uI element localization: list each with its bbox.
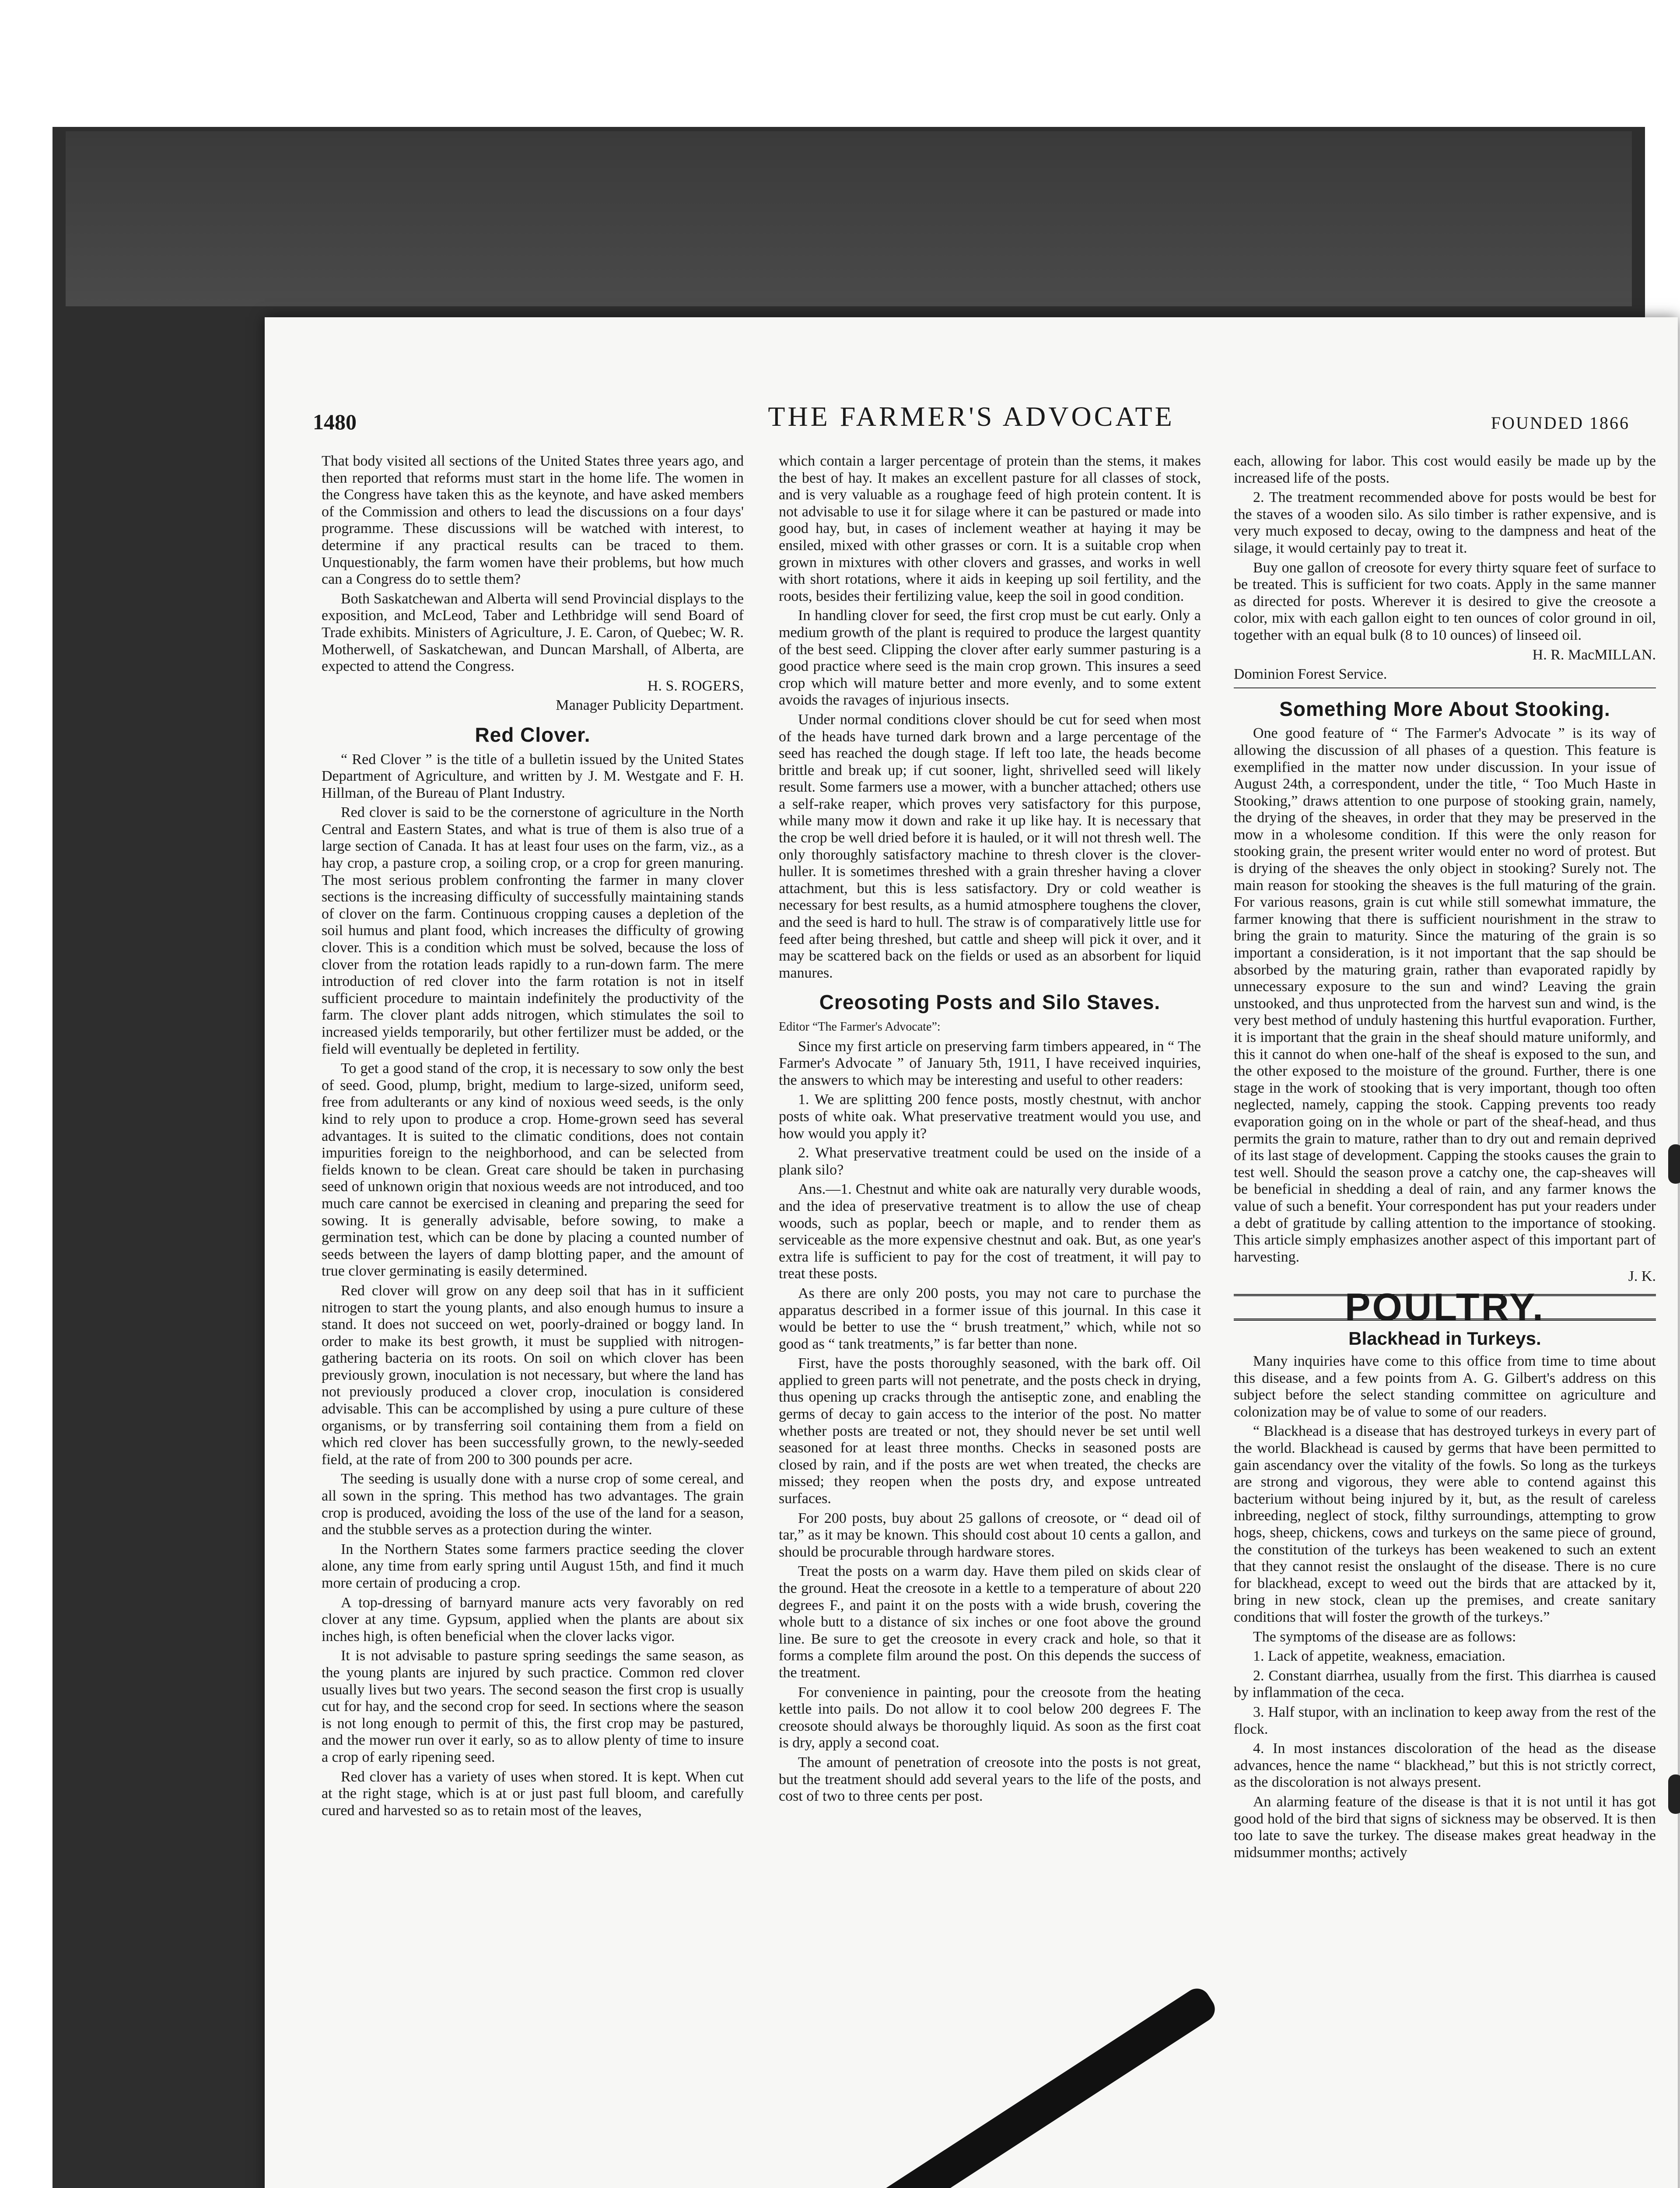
paragraph: Since my first article on preserving farm timbers appeared, in “ The Farmer's Advocate ” of January 5th, 1911, I have received inquiries, the answers to which may be interesting and useful to other readers: xyxy=(779,1038,1201,1088)
paragraph: Many inquiries have come to this office from time to time about this disease, and a few points from A. G. Gilbert's address on this subject before the select standing committee on agriculture and colonization may be of value to some of our readers. xyxy=(1234,1353,1656,1420)
paragraph: In handling clover for seed, the first crop must be cut early. Only a medium growth of the plant is required to produce the largest quantity of the best seed. Clipping the clover after early summer pasturing is a good practice where seed is the main crop grown. This insures a seed crop which will mature better and more evenly, and to some extent avoids the ravages of injurious insects. xyxy=(779,607,1201,708)
paragraph: The symptoms of the disease are as follows: xyxy=(1253,1628,1516,1645)
list-item: 1. Lack of appetite, weakness, emaciation. xyxy=(1253,1648,1505,1665)
paragraph: Treat the posts on a warm day. Have them piled on skids clear of the ground. Heat the creosote in a kettle to a temperature of about 220 degrees F., and paint it on the posts with a wide brush, covering the whole butt to a distance of six inches or one foot above the ground line. Be sure to get the creosote in every crack and hole, so that it forms a complete film around the post. On this depends the success of the treatment. xyxy=(779,1563,1201,1681)
paragraph: A top-dressing of barnyard manure acts very favorably on red clover at any time. Gypsum, applied when the plants are about six inches high, is often beneficial when the clover lacks vigor. xyxy=(322,1594,744,1645)
signature-title: Dominion Forest Service. xyxy=(1234,666,1387,683)
paragraph: Red clover is said to be the cornerstone of agriculture in the North Central and Eastern States, and what is true of them is also true of a large section of Canada. It has at least four uses on the farm, viz., as a hay crop, a pasture crop, a soiling crop, or a crop for green manuring. The most serious problem confronting the farmer in many clover sections is the increasing difficulty of successfully maintaining stands of clover on the farm. Continuous cropping causes a depletion of the soil humus and plant food, which increases the difficulty of growing clover. This is a condition which must be solved, because the loss of clover from the rotation leads rapidly to a run-down farm. The mere introduction of red clover into the farm rotation is not in itself sufficient procedure to maintain indefinitely the productivity of the farm. The clover plant adds nitrogen, which stimulates the soil to increased yields temporarily, but other fertilizer must be added, or the field will eventually be depleted in fertility. xyxy=(322,804,744,1057)
column-2 xyxy=(779,453,1201,2188)
column-3 xyxy=(1234,453,1656,2188)
signature-title: Manager Publicity Department. xyxy=(556,697,744,714)
paragraph: which contain a larger percentage of protein than the stems, it makes the best of hay. It makes an excellent pasture for all classes of stock, and is very valuable as a roughage feed of high protein content. It is not advisable to use it for silage where it can be pastured or made into good hay, but, in cases of inclement weather at haying it may be ensiled, mixed with other grasses or corn. It is a suitable crop when grown in mixtures with other clovers and grasses, and works in well with short rotations, where it aids in keeping up soil fertility, and the roots, besides their fertilizing value, keep the soil in good condition. xyxy=(779,453,1201,604)
editor-salutation: Editor “The Farmer's Advocate”: xyxy=(779,1020,941,1034)
paragraph: As there are only 200 posts, you may not care to purchase the apparatus described in a former issue of this journal. In this case it would be better to use the “ brush treatment,” which, while not so good as “ tank treatments,” is far better than none. xyxy=(779,1285,1201,1352)
signature-name: H. S. ROGERS, xyxy=(647,677,744,694)
article-heading-creosoting: Creosoting Posts and Silo Staves. xyxy=(819,991,1161,1014)
signature-initials: J. K. xyxy=(1628,1268,1656,1285)
paragraph: First, have the posts thoroughly seasoned, with the bark off. Oil applied to green parts will not penetrate, and the posts check in drying, thus opening up cracks through the antiseptic zone, and enabling the germs of decay to gain access to the interior of the post. No matter whether posts are treated or not, they should never be set until well seasoned for at least three months. Checks in seasoned posts are closed by rain, and if the posts are wet when treated, the checks are missed; they reopen when the posts dry, and expose untreated surfaces. xyxy=(779,1355,1201,1507)
founded-line: FOUNDED 1866 xyxy=(1491,413,1630,433)
paragraph: each, allowing for labor. This cost would easily be made up by the increased life of the posts. xyxy=(1234,453,1656,486)
paragraph: The amount of penetration of creosote into the posts is not great, but the treatment should add several years to the life of the posts, and cost of two to three cents per post. xyxy=(779,1754,1201,1805)
paragraph: For 200 posts, buy about 25 gallons of creosote, or “ dead oil of tar,” as it may be known. This should cost about 10 cents a gallon, and should be procurable through hardware stores. xyxy=(779,1510,1201,1560)
article-heading-blackhead: Blackhead in Turkeys. xyxy=(1348,1328,1541,1349)
paragraph: Ans.—1. Chestnut and white oak are naturally very durable woods, and the idea of preservative treatment is to allow the use of cheap woods, such as poplar, beech or maple, and to render them as serviceable as the more expensive chestnut and oak. But, as one year's extra life is sufficient to pay for the cost of treatment, it will pay to treat these posts. xyxy=(779,1181,1201,1282)
paragraph: One good feature of “ The Farmer's Advocate ” is its way of allowing the discussion of all phases of a question. This feature is exemplified in the matter now under discussion. In your issue of August 24th, a correspondent, under the title, “ Too Much Haste in Stooking,” draws attention to one purpose of stooking grain, namely, the drying of the sheaves, in order that they may be preserved in the mow in a wholesome condition. If this were the only reason for stooking grain, the present writer would enter no word of protest. But is drying of the sheaves the only object in stooking? Surely not. The main reason for stooking the sheaves is the full maturing of the grain. For various reasons, grain is cut while still somewhat immature, the farmer knowing that there is sufficient nourishment in the straw to bring the grain to maturity. Since the maturing of the grain is so important a consideration, is it not important that the sap should be absorbed by the maturing grain, rather than evaporated rapidly by unnecessary exposure to the sun and wind? Leaving the grain unstooked, and thus unprotected from the harvest sun and wind, is the very best method of unduly hastening this hurtful evaporation. Further, it is important that the grain in the sheaf should mature uniformly, and this it cannot do when one-half of the sheaf is exposed to the sun, and the other exposed to the moisture of the ground. Further, there is one stage in the work of stooking that is very important, though too often neglected, namely, capping the stook. Capping prevents too ready evaporation going on in the whole or part of the sheaf-head, and thus permits the grain to mature, rather than to dry out and remain deprived of its last stage of development. Capping the stooks causes the grain to test well. Should the season prove a catchy one, the cap-sheaves will be beneficial in shedding a deal of rain, and any farmer knows the value of such a benefit. Your correspondent has put your readers under a debt of gratitude by calling attention to the importance of stooking. This article simply emphasizes another aspect of this important part of harvesting. xyxy=(1234,725,1656,1265)
scanner-top-band xyxy=(66,131,1632,306)
paragraph: “ Red Clover ” is the title of a bulletin issued by the United States Department of Agriculture, and written by J. M. Westgate and F. H. Hillman, of the Bureau of Plant Industry. xyxy=(322,751,744,801)
binder-hole-mark xyxy=(1668,1144,1680,1184)
page-number: 1480 xyxy=(313,410,357,434)
paragraph: An alarming feature of the disease is that it is not until it has got good hold of the bird that signs of sickness may be observed. It is then too late to save the turkey. The disease makes great headway in the midsummer months; actively xyxy=(1234,1793,1656,1861)
newspaper-page xyxy=(265,317,1678,2188)
binder-hole-mark xyxy=(1668,1774,1680,1814)
list-item: 3. Half stupor, with an inclination to keep away from the rest of the flock. xyxy=(1234,1704,1656,1737)
section-divider xyxy=(1234,687,1656,688)
paragraph: That body visited all sections of the United States three years ago, and then reported that reforms must start in the home life. The women in the Congress have taken this as the keynote, and have asked members of the Commission and others to lead the discussions on a four days' programme. These discussions will be watched with interest, to determine if any practical results can be traced to them. Unquestionably, the farm women have their problems, but how much can a Congress do to settle them? xyxy=(322,453,744,588)
paragraph: Red clover will grow on any deep soil that has in it sufficient nitrogen to start the young plants, and also enough humus to insure a stand. It does not succeed on wet, poorly-drained or boggy land. In order to make its best growth, it must be supplied with nitrogen-gathering bacteria on its roots. On soil on which clover has been previously grown, inoculation is not necessary, but where the land has not previously produced a clover crop, inoculation is considered advisable. This can be accomplished by using a pure culture of these organisms, or by transferring soil containing them from a field on which red clover has been successfully grown, to the newly-seeded field, at the rate of from 200 to 300 pounds per acre. xyxy=(322,1282,744,1468)
paragraph: 1. We are splitting 200 fence posts, mostly chestnut, with anchor posts of white oak. What preservative treatment would you use, and how would you apply it? xyxy=(779,1091,1201,1142)
paragraph: 2. The treatment recommended above for posts would be best for the staves of a wooden silo. As silo timber is rather expensive, and is very much exposed to decay, owing to the dampness and heat of the silage, it would certainly pay to treat it. xyxy=(1234,489,1656,556)
article-heading-stooking: Something More About Stooking. xyxy=(1279,697,1610,720)
section-banner-poultry: POULTRY. xyxy=(1234,1294,1656,1321)
article-heading-red-clover: Red Clover. xyxy=(475,723,591,746)
paragraph: The seeding is usually done with a nurse crop of some cereal, and all sown in the spring. This method has two advantages. The grain crop is produced, avoiding the loss of the use of the land for a season, and the stubble serves as a protection during the winter. xyxy=(322,1471,744,1538)
paragraph: In the Northern States some farmers practice seeding the clover alone, any time from early spring until August 15th, and find it much more certain of producing a crop. xyxy=(322,1541,744,1591)
list-item: 2. Constant diarrhea, usually from the first. This diarrhea is caused by inflammation of the ceca. xyxy=(1234,1667,1656,1701)
paragraph: 2. What preservative treatment could be used on the inside of a plank silo? xyxy=(779,1145,1201,1178)
paragraph: Red clover has a variety of uses when stored. It is kept. When cut at the right stage, which is at or just past full bloom, and carefully cured and harvested so as to retain most of the leaves, xyxy=(322,1768,744,1819)
masthead-title: THE FARMER'S ADVOCATE xyxy=(768,401,1175,432)
paragraph: It is not advisable to pasture spring seedings the same season, as the young plants are injured by such practice. Common red clover usually lives but two years. The second season the first crop is usually cut for hay, and the second crop for seed. In sections where the season is not long enough to permit of this, the first crop may be pastured, and the mower run over it early, so as to allow plenty of time to insure a crop of early ripening seed. xyxy=(322,1648,744,1765)
paragraph: Under normal conditions clover should be cut for seed when most of the heads have turned dark brown and a large percentage of the seed has reached the dough stage. If left too late, the heads become brittle and break up; if cut sooner, light, shrivelled seed will likely result. Some farmers use a mower, with a buncher attached; others use a self-rake reaper, which proves very satisfactory for this purpose, while many mow it down and rake it up like hay. It is necessary that the crop be well dried before it is hauled, or it will not thresh well. The only thoroughly satisfactory machine to thresh clover is the clover-huller. It is sometimes threshed with a grain thresher having a clover attachment, but this is less satisfactory. Dry or cold weather is necessary for best results, as a humid atmosphere toughens the clover, and the seed is hard to hull. The straw is of comparatively little use for feed after being threshed, but cattle and sheep will pick it over, and it may be scattered back on the fields or used as an absorbent for liquid manures. xyxy=(779,711,1201,981)
signature-name: H. R. MacMILLAN. xyxy=(1532,646,1656,663)
page-header xyxy=(313,400,1630,449)
list-item: 4. In most instances discoloration of the head as the disease advances, hence the name “ blackhead,” but this is not strictly correct, as the discoloration is not always present. xyxy=(1234,1740,1656,1791)
paragraph: Both Saskatchewan and Alberta will send Provincial displays to the exposition, and McLeod, Taber and Lethbridge will send Board of Trade exhibits. Ministers of Agriculture, J. E. Caron, of Quebec; W. R. Motherwell, of Saskatchewan, and Duncan Marshall, of Alberta, are expected to attend the Congress. xyxy=(322,590,744,675)
paragraph: Buy one gallon of creosote for every thirty square feet of surface to be treated. This is sufficient for two coats. Apply in the same manner as directed for posts. Wherever it is desired to give the creosote a color, mix with each gallon eight to ten ounces of color ground in oil, together with an equal bulk (8 to 10 ounces) of linseed oil. xyxy=(1234,559,1656,643)
paragraph: “ Blackhead is a disease that has destroyed turkeys in every part of the world. Blackhead is caused by germs that have been permitted to gain ascendancy over the vitality of the fowls. So long as the turkeys are strong and vigorous, they were able to contend against this bacterium without being injured by it, but, as the result of careless inbreeding, neglect of stock, filthy surroundings, attempting to grow hogs, sheep, chickens, cows and turkeys on the same piece of ground, the constitution of the turkeys has been weakened to such an extent that they cannot resist the onslaught of the disease. There is no cure for blackhead, except to weed out the birds that are attacked by it, bring in new stock, clean up the premises, and create sanitary conditions that will foster the growth of the turkeys.” xyxy=(1234,1423,1656,1625)
column-1 xyxy=(322,453,744,2188)
paragraph: To get a good stand of the crop, it is necessary to sow only the best of seed. Good, plump, bright, medium to large-sized, uniform seed, free from adulterants or any kind of noxious weed seeds, is the only kind to rely upon to produce a crop. Home-grown seed has several advantages. It is suited to the climatic conditions, does not contain impurities foreign to the neighborhood, and can be selected from fields known to be clean. Great care should be taken in purchasing seed of unknown origin that noxious weeds are not introduced, and too much care cannot be exercised in cleaning and preparing the seed for sowing. It is generally advisable, before sowing, to make a germination test, which can be done by placing a counted number of seeds between the layers of damp blotting paper, and the amount of true clover germinating is easily determined. xyxy=(322,1060,744,1280)
paragraph: For convenience in painting, pour the creosote from the heating kettle into pails. Do not allow it to cool below 200 degrees F. The creosote should always be thoroughly liquid. As soon as the first coat is dry, apply a second coat. xyxy=(779,1684,1201,1751)
